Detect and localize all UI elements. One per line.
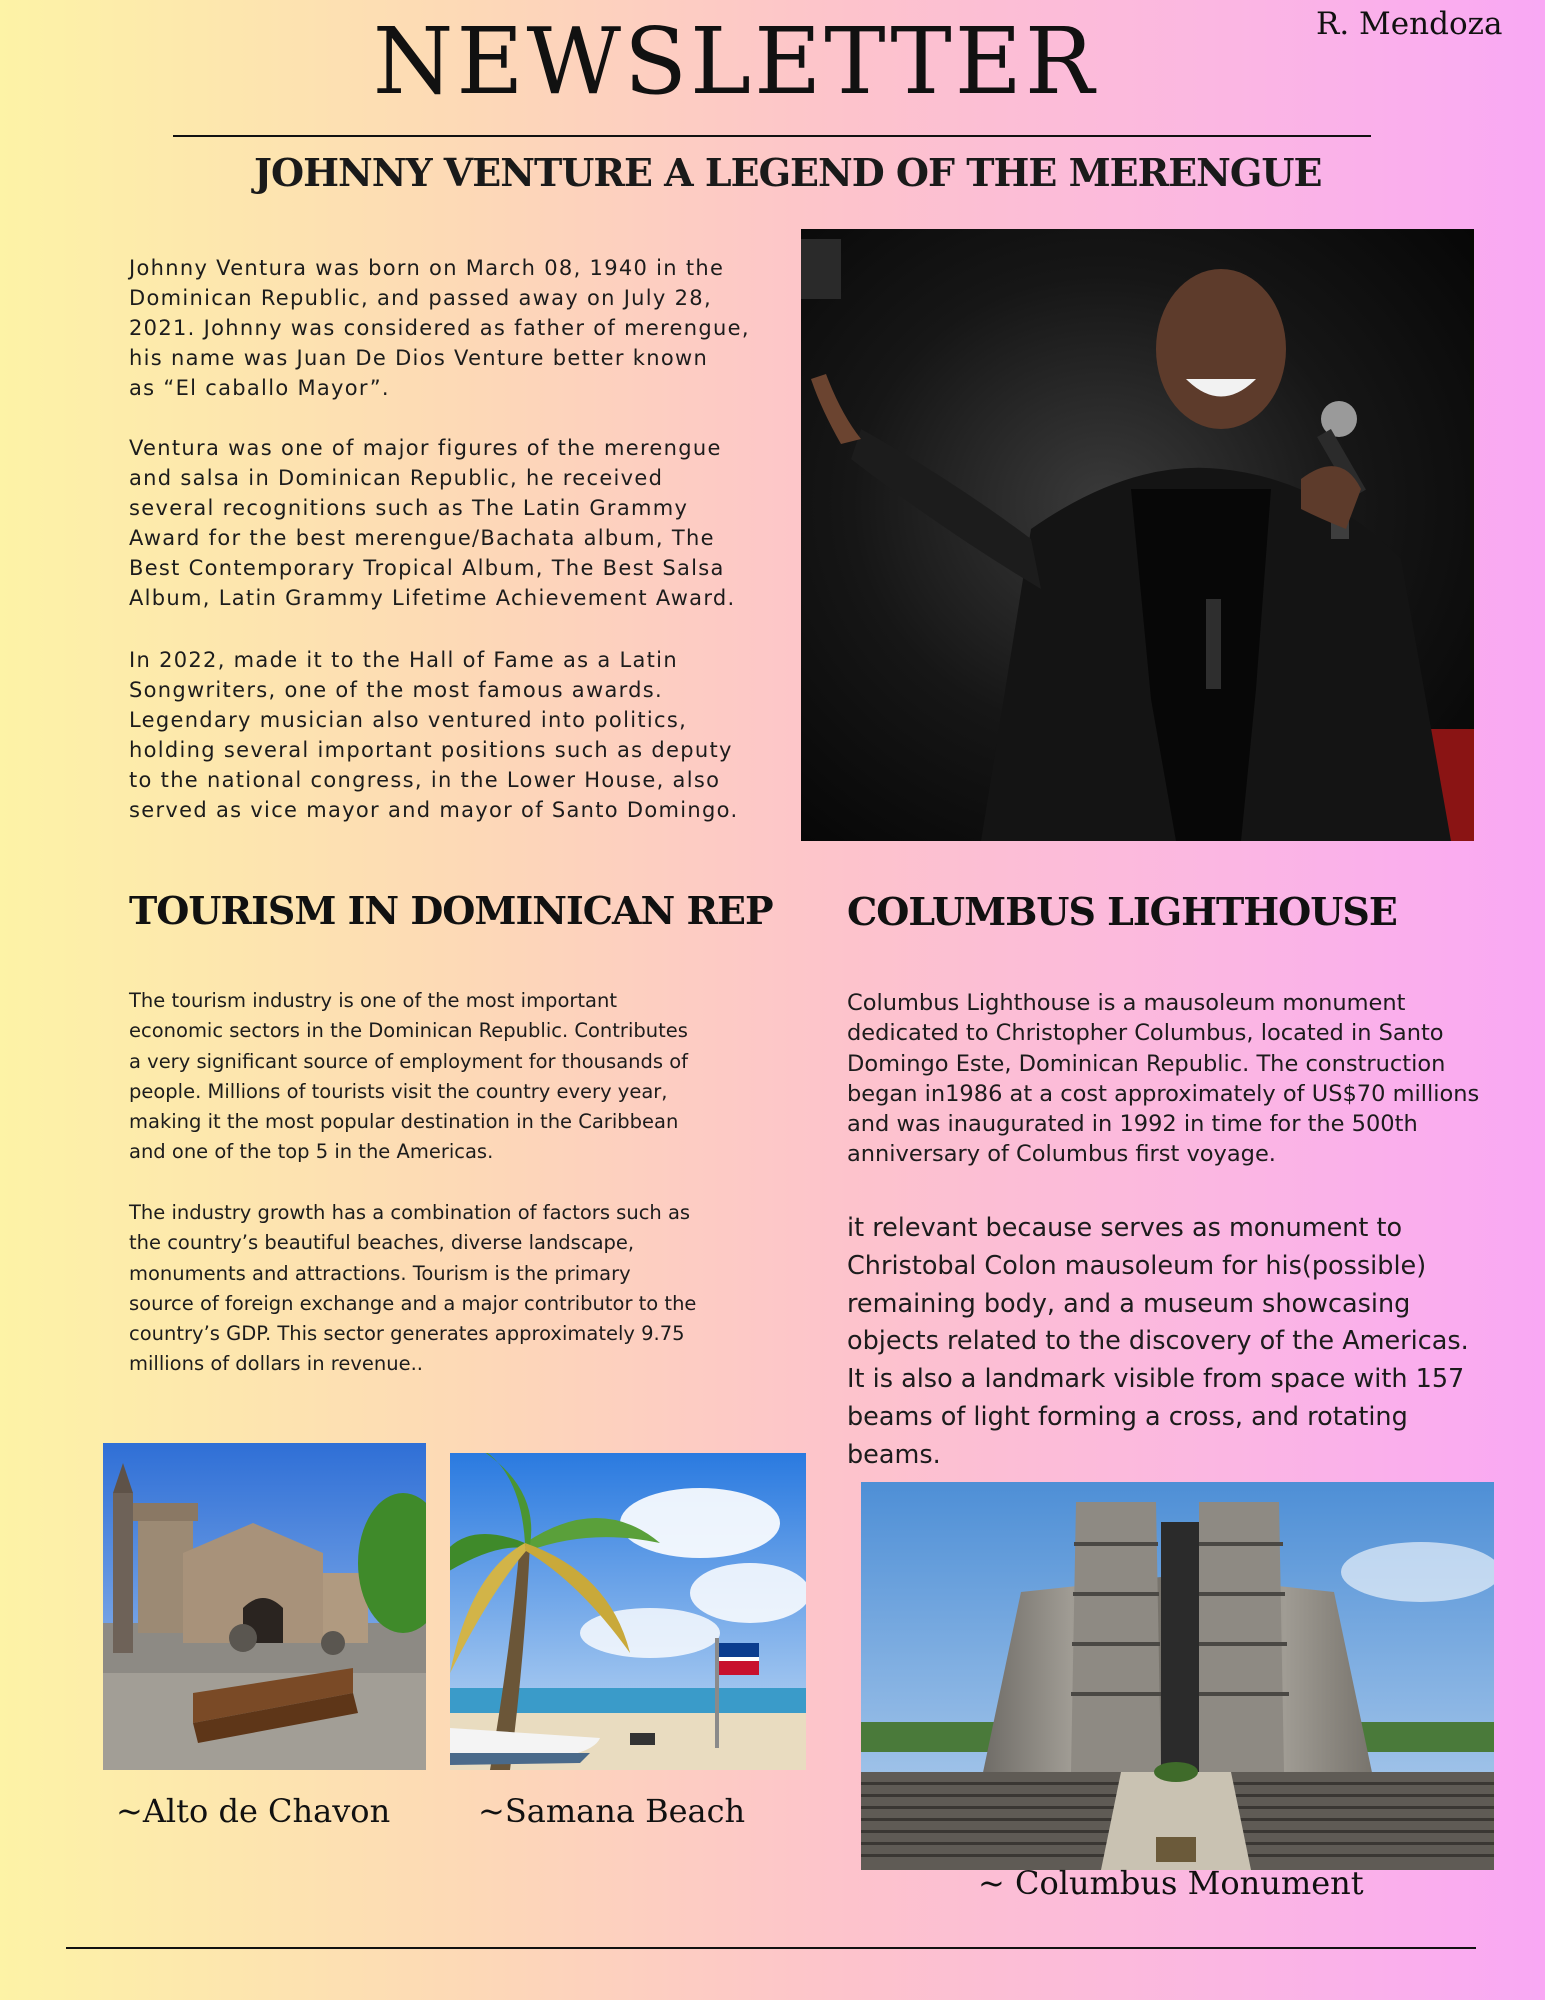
- johnny-paragraph-2: Ventura was one of major figures of the merengue and salsa in Dominican Republic, he received several recognitions such as The Latin Grammy Award for the best merengue/Bachata album, The Best Contemporary Tropical Album, The Best Salsa Album, Latin Grammy Lifetime Achievement Award.: [129, 436, 736, 610]
- samana-beach-photo: [450, 1453, 806, 1770]
- johnny-ventura-photo: [801, 229, 1474, 841]
- columbus-monument-caption: ~ Columbus Monument: [978, 1864, 1364, 1902]
- author-name: R. Mendoza: [1316, 6, 1503, 42]
- tourism-heading: TOURISM IN DOMINICAN REP: [129, 888, 773, 933]
- top-divider: [173, 135, 1371, 137]
- tourism-paragraph-1: The tourism industry is one of the most important economic sectors in the Dominican Republic. Contributes a very significant source of employment for thousands of people. Millions of tourists visit the country every year, making it the most popular destination in the Caribbean and one of the top 5 in the Americas.: [129, 989, 689, 1164]
- lighthouse-paragraph-2: it relevant because serves as monument to Christobal Colon mausoleum for his(possible) remaining body, and a museum showcasing objects related to the discovery of the Americas. It is also a landmark visible from space with 157 beams of light forming a cross, and rotating beams.: [847, 1213, 1469, 1470]
- newsletter-title: NEWSLETTER: [372, 8, 1098, 115]
- johnny-heading: JOHNNY VENTURE A LEGEND OF THE MERENGUE: [254, 150, 1322, 195]
- lighthouse-paragraph-1: Columbus Lighthouse is a mausoleum monument dedicated to Christopher Columbus, located in Santo Domingo Este, Dominican Republic. The construction began in1986 at a cost approximately of US$70 millions and was inaugurated in 1992 in time for the 500th anniversary of Columbus first voyage.: [847, 990, 1480, 1168]
- samana-beach-caption: ~Samana Beach: [478, 1792, 746, 1830]
- columbus-monument-photo: [861, 1482, 1494, 1870]
- bottom-divider: [66, 1947, 1476, 1949]
- alto-de-chavon-photo: [103, 1443, 426, 1770]
- lighthouse-heading: COLUMBUS LIGHTHOUSE: [847, 889, 1397, 934]
- alto-de-chavon-caption: ~Alto de Chavon: [116, 1792, 391, 1830]
- tourism-paragraph-2: The industry growth has a combination of factors such as the country’s beautiful beaches, diverse landscape, monuments and attractions. Tourism is the primary source of foreign exchange and a major contributor to the country’s GDP. This sector generates approximately 9.75 millions of dollars in revenue..: [129, 1201, 697, 1376]
- johnny-paragraph-3: In 2022, made it to the Hall of Fame as a Latin Songwriters, one of the most famous awards. Legendary musician also ventured into politics, holding several important positions such as deputy to the national congress, in the Lower House, also served as vice mayor and mayor of Santo Domingo.: [129, 648, 739, 822]
- johnny-paragraph-1: Johnny Ventura was born on March 08, 1940 in the Dominican Republic, and passed away on July 28, 2021. Johnny was considered as father of merengue, his name was Juan De Dios Venture better known as “El caballo Mayor”.: [129, 256, 750, 400]
